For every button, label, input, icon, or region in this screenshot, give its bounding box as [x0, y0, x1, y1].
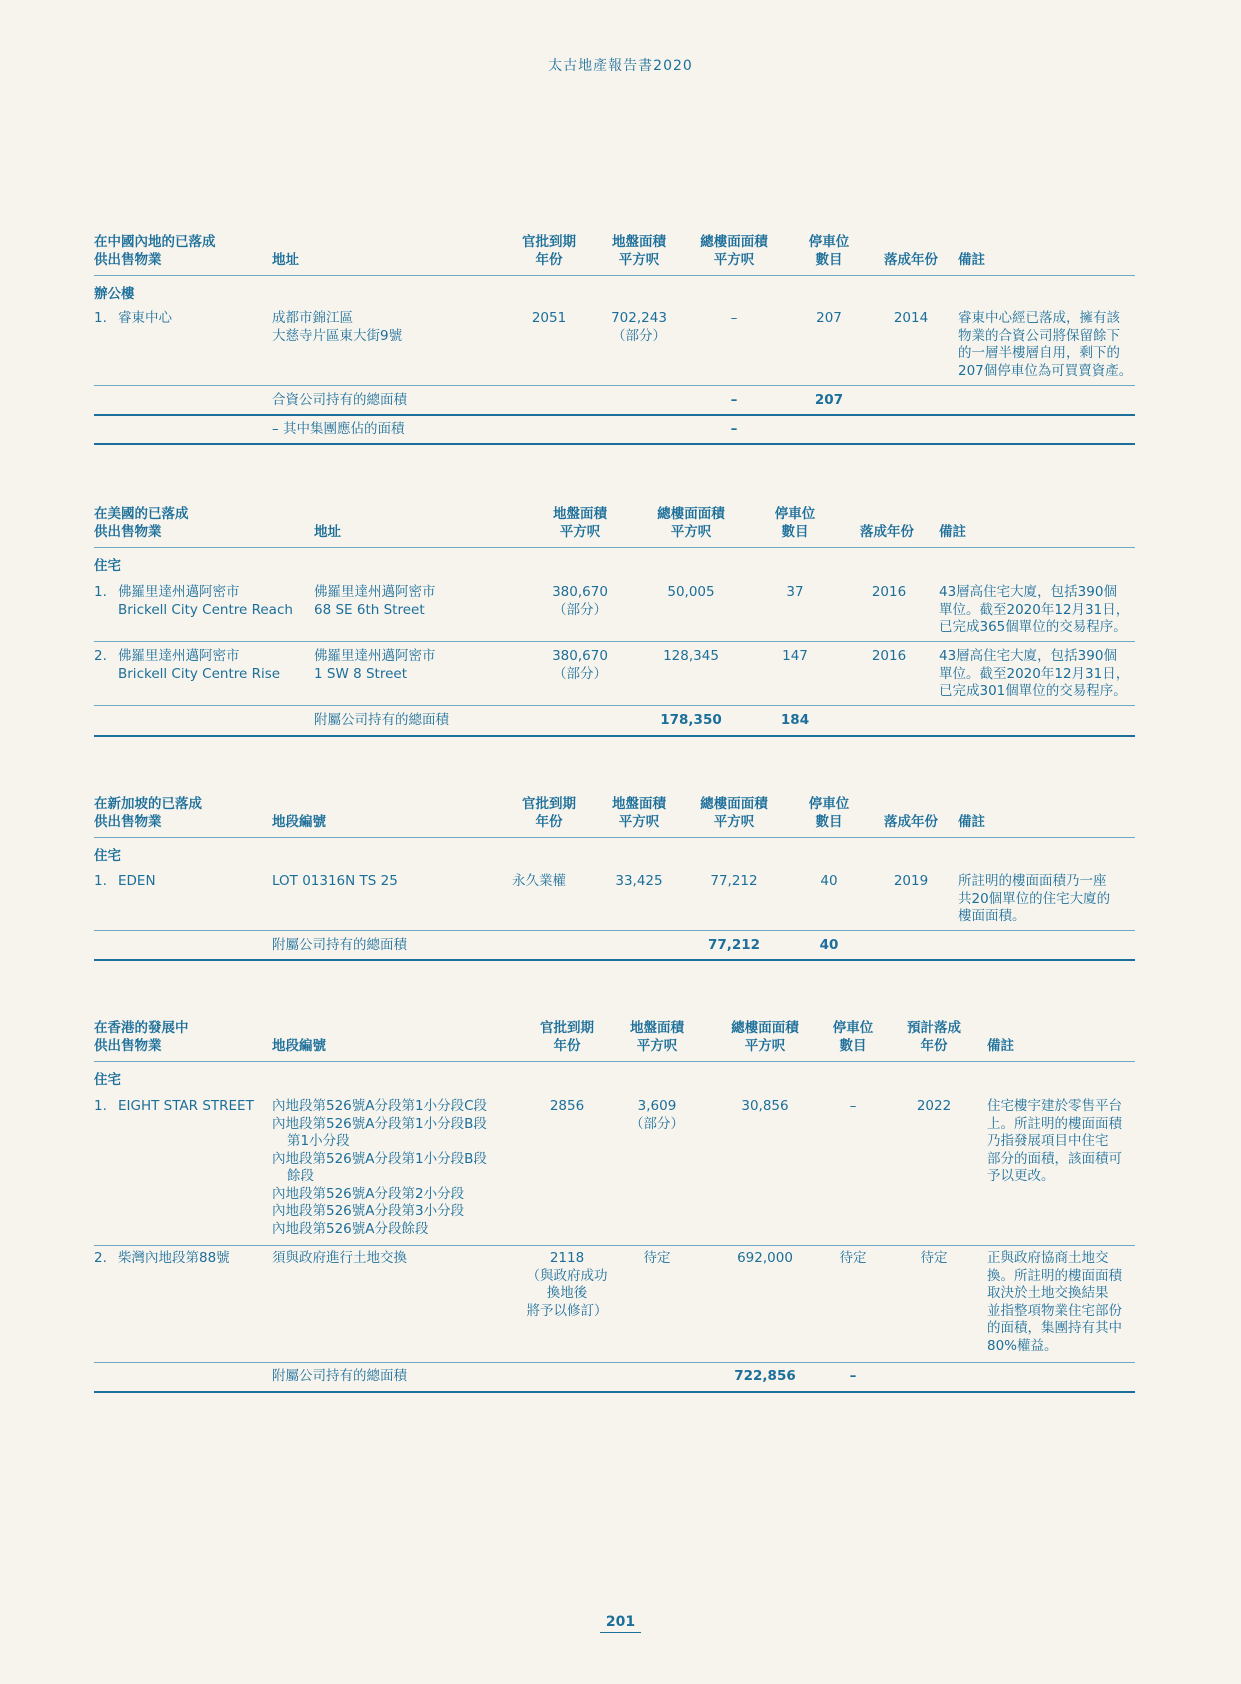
- remarks: 住宅樓宇建於零售平台 上。所註明的樓面面積 乃指發展項目中住宅 部分的面積，該面積可 予以更改。: [987, 1098, 1122, 1184]
- site-area: 380,670 （部分）: [552, 584, 608, 618]
- category-office: 辦公樓: [94, 286, 135, 302]
- col-completion-year: 落成年份: [860, 524, 914, 540]
- property-address: 成都市錦江區 大慈寺片區東大街9號: [272, 310, 403, 344]
- col-completion-year: 落成年份: [884, 252, 938, 268]
- property-name: 柴灣內地段第88號: [118, 1250, 230, 1266]
- site-area: 3,609 （部分）: [630, 1098, 684, 1132]
- col-remarks: 備註: [958, 814, 985, 830]
- car-parks: –: [849, 1098, 857, 1114]
- total-car-parks: 207: [814, 392, 844, 408]
- site-area: 702,243 （部分）: [611, 310, 667, 344]
- gfa: 692,000: [737, 1250, 793, 1266]
- col-remarks: 備註: [958, 252, 985, 268]
- car-parks: 待定: [839, 1250, 867, 1266]
- category-residential: 住宅: [94, 848, 121, 864]
- col-property: 在新加坡的已落成 供出售物業: [94, 796, 202, 830]
- category-residential: 住宅: [94, 558, 121, 574]
- lot-line: 內地段第526號A分段第1小分段C段: [272, 1098, 488, 1114]
- gfa: –: [730, 310, 738, 326]
- col-lease-expiry: 官批到期 年份: [522, 796, 576, 830]
- lot-line: 內地段第526號A分段第2小分段: [272, 1185, 465, 1202]
- col-site-area: 地盤面積 平方呎: [553, 506, 607, 540]
- col-site-area: 地盤面積 平方呎: [630, 1020, 684, 1054]
- col-completion-year: 落成年份: [884, 814, 938, 830]
- lot-line: 內地段第526號A分段餘段: [272, 1220, 429, 1237]
- col-car-parks: 停車位 數目: [808, 234, 850, 268]
- col-site-area: 地盤面積 平方呎: [612, 796, 666, 830]
- col-gfa: 總樓面面積 平方呎: [657, 506, 725, 540]
- col-remarks: 備註: [987, 1038, 1014, 1054]
- row-number: 1.: [94, 1098, 107, 1114]
- car-parks: 37: [786, 584, 804, 600]
- lot-line: 內地段第526號A分段第3小分段: [272, 1203, 465, 1219]
- col-car-parks: 停車位 數目: [808, 796, 850, 830]
- completion-year: 2022: [916, 1098, 952, 1114]
- col-lease-expiry: 官批到期 年份: [522, 234, 576, 268]
- property-name: 睿東中心: [118, 310, 172, 326]
- total-gfa: –: [730, 392, 738, 408]
- site-area: 380,670 （部分）: [552, 648, 608, 682]
- report-title: 太古地產報告書2020: [548, 58, 693, 74]
- col-address: 地址: [272, 252, 299, 268]
- site-area: 待定: [643, 1250, 671, 1266]
- row-number: 1.: [94, 310, 107, 326]
- site-area: 33,425: [615, 873, 663, 889]
- row-number: 1.: [94, 584, 107, 600]
- total-label: 合資公司持有的總面積: [272, 392, 407, 408]
- gfa: 128,345: [663, 648, 719, 664]
- lot-line: 第1小分段: [287, 1133, 350, 1149]
- lease-expiry: 永久業權: [512, 873, 566, 889]
- car-parks: 147: [782, 648, 808, 664]
- remarks: 43層高住宅大廈，包括390個 單位。截至2020年12月31日， 已完成301個單位的交易程序。: [939, 648, 1130, 699]
- col-lot-number: 地段編號: [272, 814, 326, 830]
- property-name: EIGHT STAR STREET: [118, 1098, 254, 1114]
- gfa: 50,005: [667, 584, 715, 600]
- total-gfa: 77,212: [707, 937, 761, 953]
- remarks: 睿東中心經已落成，擁有該 物業的合資公司將保留餘下 的一層半樓層自用，剩下的 207個停車位為可買賣資產。: [958, 310, 1133, 379]
- completion-year: 待定: [920, 1250, 948, 1266]
- total-car-parks: 184: [780, 712, 810, 728]
- gfa: 30,856: [741, 1098, 789, 1114]
- lot-line: 內地段第526號A分段第1小分段B段: [272, 1115, 487, 1132]
- completion-year: 2019: [893, 873, 929, 889]
- property-name: EDEN: [118, 873, 156, 889]
- remarks: 43層高住宅大廈，包括390個 單位。截至2020年12月31日， 已完成365個單位的交易程序。: [939, 584, 1130, 635]
- lot-number: 須與政府進行土地交換: [272, 1250, 407, 1266]
- car-parks: 207: [816, 310, 842, 326]
- col-expected-completion: 預計落成 年份: [907, 1020, 961, 1054]
- category-residential: 住宅: [94, 1072, 121, 1088]
- row-number: 2.: [94, 648, 107, 664]
- completion-year: 2016: [871, 584, 907, 600]
- col-site-area: 地盤面積 平方呎: [612, 234, 666, 268]
- col-lot-number: 地段編號: [272, 1038, 326, 1054]
- page-number: 201: [600, 1614, 641, 1633]
- lease-expiry: 2051: [531, 310, 567, 326]
- total-label: 附屬公司持有的總面積: [272, 937, 407, 953]
- property-address: 佛羅里達州邁阿密市 1 SW 8 Street: [314, 648, 436, 682]
- attributable-label: – 其中集團應佔的面積: [272, 421, 405, 437]
- gfa: 77,212: [710, 873, 758, 889]
- lease-expiry: 2856: [549, 1098, 585, 1114]
- col-remarks: 備註: [939, 524, 966, 540]
- lot-line: 餘段: [287, 1168, 314, 1184]
- total-car-parks: –: [849, 1368, 857, 1384]
- lot-list: [272, 1098, 487, 1238]
- total-label: 附屬公司持有的總面積: [314, 712, 449, 728]
- car-parks: 40: [820, 873, 838, 889]
- row-number: 2.: [94, 1250, 107, 1266]
- lot-line: 內地段第526號A分段第1小分段B段: [272, 1150, 487, 1167]
- property-address: 佛羅里達州邁阿密市 68 SE 6th Street: [314, 584, 436, 618]
- completion-year: 2016: [871, 648, 907, 664]
- col-property: 在美國的已落成 供出售物業: [94, 506, 189, 540]
- col-property: 在中國內地的已落成 供出售物業: [94, 234, 216, 268]
- col-property: 在香港的發展中 供出售物業: [94, 1020, 189, 1054]
- remarks: 所註明的樓面面積乃一座 共20個單位的住宅大廈的 樓面面積。: [958, 873, 1111, 924]
- col-gfa: 總樓面面積 平方呎: [731, 1020, 799, 1054]
- col-car-parks: 停車位 數目: [774, 506, 816, 540]
- col-gfa: 總樓面面積 平方呎: [700, 796, 768, 830]
- total-car-parks: 40: [819, 937, 839, 953]
- col-address: 地址: [314, 524, 341, 540]
- completion-year: 2014: [893, 310, 929, 326]
- lot-number: LOT 01316N TS 25: [272, 873, 398, 889]
- remarks: 正與政府協商土地交 換。所註明的樓面面積 取決於土地交換結果 並指整項物業住宅部份 的面積，集團持有其中 80%權益。: [987, 1250, 1122, 1354]
- property-name: 佛羅里達州邁阿密市 Brickell City Centre Reach: [118, 584, 293, 618]
- total-gfa: 722,856: [734, 1368, 796, 1384]
- col-car-parks: 停車位 數目: [832, 1020, 874, 1054]
- property-name: 佛羅里達州邁阿密市 Brickell City Centre Rise: [118, 648, 281, 682]
- attributable-gfa: –: [730, 421, 738, 437]
- lease-expiry: 2118 （與政府成功 換地後 將予以修訂）: [526, 1250, 608, 1319]
- total-label: 附屬公司持有的總面積: [272, 1368, 407, 1384]
- col-gfa: 總樓面面積 平方呎: [700, 234, 768, 268]
- row-number: 1.: [94, 873, 107, 889]
- col-lease-expiry: 官批到期 年份: [540, 1020, 594, 1054]
- total-gfa: 178,350: [660, 712, 722, 728]
